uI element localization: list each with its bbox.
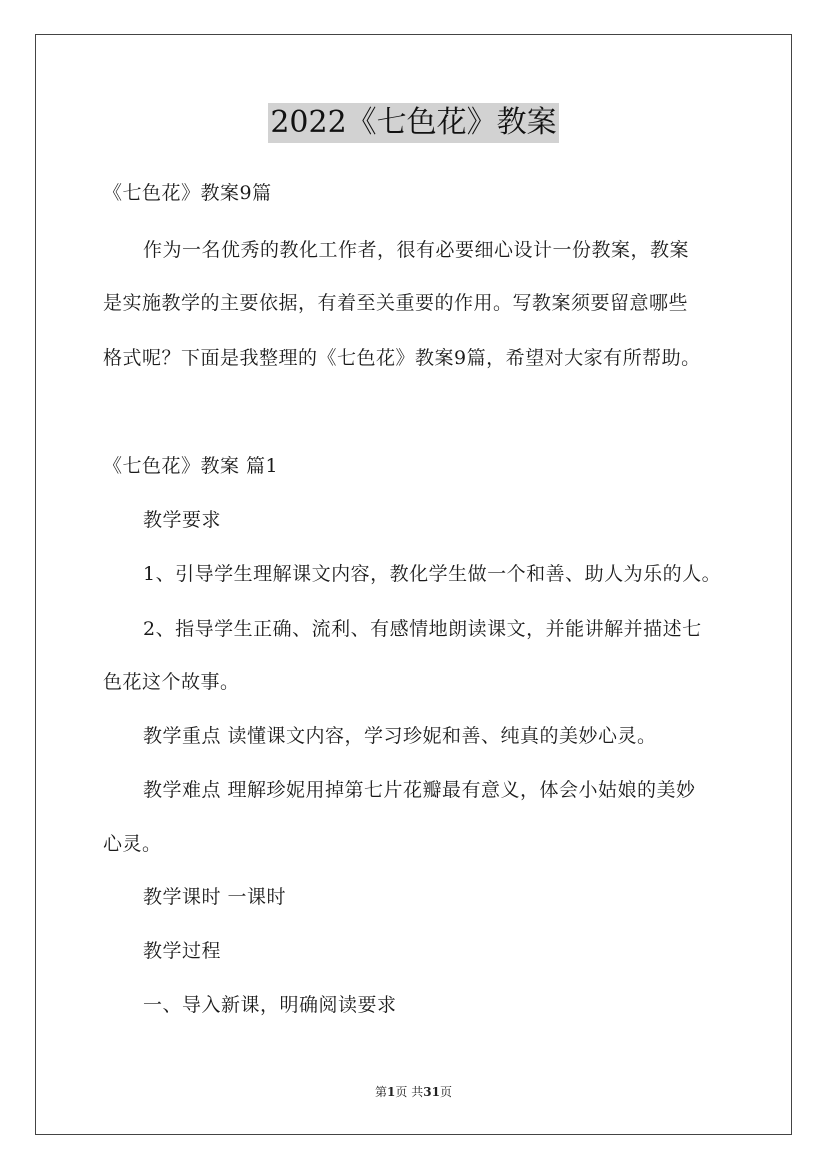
paragraph-line: 教学过程 — [143, 940, 222, 962]
document-title: 2022《七色花》教案 — [268, 103, 558, 143]
footer-page-suffix: 页 — [439, 1085, 452, 1099]
subtitle-line: 《七色花》教案9篇 — [103, 182, 272, 204]
footer-page-mid: 页 共 — [395, 1085, 424, 1099]
paragraph-line: 2、指导学生正确、流利、有感情地朗读课文，并能讲解并描述七 — [143, 618, 702, 640]
paragraph-line: 1、引导学生理解课文内容，教化学生做一个和善、助人为乐的人。 — [143, 563, 722, 585]
paragraph-line: 教学课时 一课时 — [143, 886, 287, 908]
paragraph-line: 教学难点 理解珍妮用掉第七片花瓣最有意义，体会小姑娘的美妙 — [143, 779, 696, 801]
paragraph-line: 一、导入新课，明确阅读要求 — [143, 994, 397, 1016]
footer-page-number: 1 — [387, 1085, 396, 1099]
paragraph-line: 教学重点 读懂课文内容，学习珍妮和善、纯真的美妙心灵。 — [143, 725, 657, 747]
paragraph-line: 心灵。 — [103, 833, 162, 855]
title-container — [0, 103, 827, 143]
footer-total-pages: 31 — [423, 1085, 440, 1099]
section-heading: 《七色花》教案 篇1 — [103, 455, 279, 477]
paragraph-line: 格式呢？下面是我整理的《七色花》教案9篇，希望对大家有所帮助。 — [103, 347, 701, 369]
paragraph-line: 是实施教学的主要依据，有着至关重要的作用。写教案须要留意哪些 — [103, 292, 689, 314]
paragraph-line: 色花这个故事。 — [103, 671, 240, 693]
paragraph-line: 作为一名优秀的教化工作者，很有必要细心设计一份教案，教案 — [143, 239, 690, 261]
page-footer — [0, 1084, 827, 1100]
footer-page-prefix: 第 — [375, 1085, 388, 1099]
paragraph-line: 教学要求 — [143, 509, 222, 531]
